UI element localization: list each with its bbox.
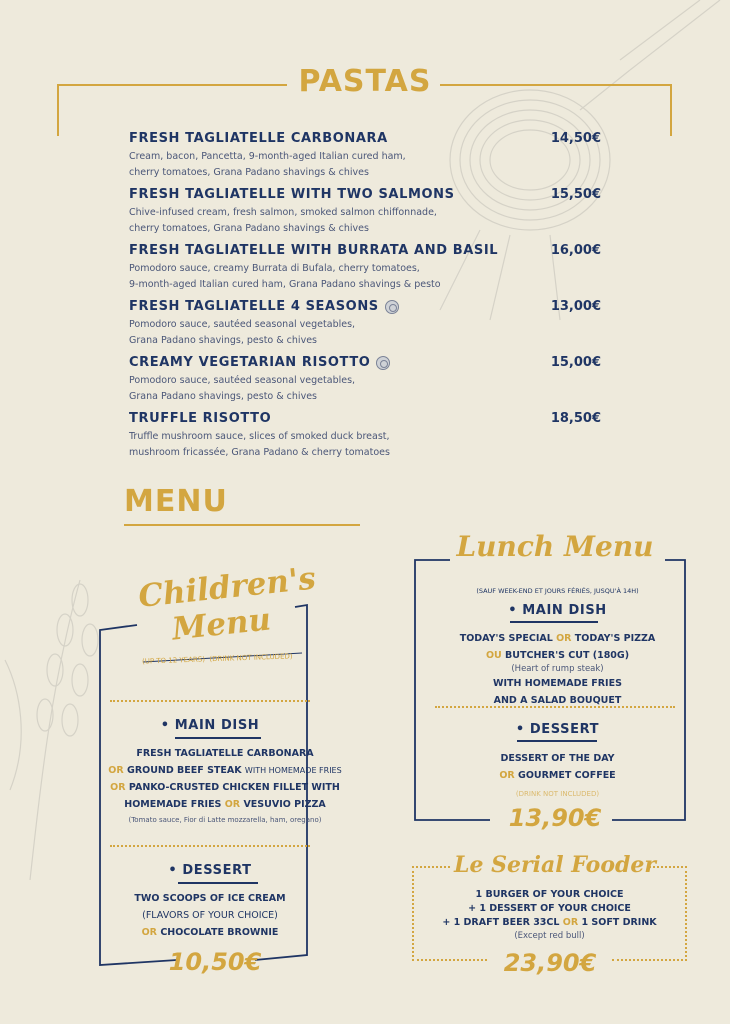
dessert-line	[95, 924, 325, 941]
main-text: HOMEMADE FRIES	[124, 799, 222, 810]
dessert-line: (FLAVORS OF YOUR CHOICE)	[142, 910, 278, 921]
or-text: OR	[556, 633, 572, 644]
menu-item	[129, 187, 609, 237]
heading-underline	[510, 621, 598, 623]
dish-name-text: CREAMY VEGETARIAN RISOTTO	[129, 355, 371, 370]
serial-fooder-price: 23,90€	[503, 949, 597, 977]
frame-bottom-right	[612, 959, 687, 961]
dish-desc-line: Grana Padano shavings, pesto & chives	[129, 335, 317, 346]
menu-title-underline	[124, 524, 360, 526]
dessert-heading: • DESSERT	[168, 863, 252, 878]
dish-desc-line: Grana Padano shavings, pesto & chives	[129, 391, 317, 402]
or-text: OR	[108, 765, 124, 776]
serial-text: + 1 DRAFT BEER 33CL	[442, 917, 560, 928]
main-line	[95, 779, 355, 796]
or-text: OU	[485, 650, 502, 661]
childrens-menu-price: 10,50€	[168, 948, 262, 976]
dish-desc-line: Pomodoro sauce, sautéed seasonal vegetables,	[129, 375, 356, 386]
main-text: PANKO-CRUSTED CHICKEN FILLET WITH	[128, 782, 340, 793]
lunch-text: GOURMET COFFEE	[518, 770, 616, 781]
pastas-title: PASTAS	[298, 64, 432, 99]
lunch-menu-title: Lunch Menu	[456, 530, 654, 563]
lunch-text: TODAY'S SPECIAL	[459, 633, 553, 644]
dish-price: 15,50€	[550, 187, 601, 202]
main-line	[95, 796, 355, 813]
dish-name: FRESH TAGLIATELLE CARBONARA	[129, 131, 388, 146]
divider	[435, 706, 675, 708]
menu-item	[129, 411, 609, 461]
lunch-line: (Heart of rump steak)	[511, 664, 604, 674]
lunch-dessert-line: DESSERT OF THE DAY	[500, 753, 615, 764]
main-line: (Tomato sauce, Fior di Latte mozzarella, ham, oregano)	[128, 816, 322, 824]
dish-desc-line: Truffle mushroom sauce, slices of smoked duck breast,	[129, 431, 390, 442]
lunch-availability-note: (SAUF WEEK-END ET JOURS FÉRIÉS, JUSQU'À 14H)	[476, 587, 639, 595]
dessert-line: TWO SCOOPS OF ICE CREAM	[134, 893, 286, 904]
menu-item	[129, 355, 609, 405]
dish-desc-line: cherry tomatoes, Grana Padano shavings & chives	[129, 223, 369, 234]
serial-line: (Except red bull)	[514, 931, 585, 941]
dish-name: FRESH TAGLIATELLE WITH BURRATA AND BASIL	[129, 243, 499, 258]
menu-item	[129, 299, 609, 349]
serial-fooder-title: Le Serial Fooder	[454, 852, 656, 878]
dish-description	[129, 205, 459, 237]
or-text: OR	[110, 782, 126, 793]
age-limit: (UP TO 12 YEARS)	[141, 655, 206, 666]
dish-price: 18,50€	[550, 411, 601, 426]
or-text: OR	[141, 927, 157, 938]
dish-desc-line: Cream, bacon, Pancetta, 9-month-aged Italian cured ham,	[129, 151, 406, 162]
serial-line: 1 BURGER OF YOUR CHOICE	[475, 889, 624, 900]
dish-description	[129, 149, 459, 181]
dish-desc-line: Pomodoro sauce, sautéed seasonal vegetables,	[129, 319, 356, 330]
lunch-dessert-heading: • DESSERT	[515, 722, 600, 737]
heading-underline	[178, 882, 258, 884]
frame-top-left	[412, 866, 450, 868]
lunch-line: WITH HOMEMADE FRIES	[493, 678, 622, 689]
dish-description	[129, 429, 459, 461]
lunch-main-dish-heading: • MAIN DISH	[508, 603, 607, 618]
serial-line: + 1 DESSERT OF YOUR CHOICE	[468, 903, 631, 914]
dish-desc-line: 9-month-aged Italian cured ham, Grana Padano shavings & pesto	[129, 279, 441, 290]
dessert-text: CHOCOLATE BROWNIE	[160, 927, 279, 938]
dish-price: 15,00€	[550, 355, 601, 370]
menu-item	[129, 243, 609, 293]
dish-name: FRESH TAGLIATELLE WITH TWO SALMONS	[129, 187, 455, 202]
heading-underline	[175, 737, 261, 739]
dish-desc-line: mushroom fricassée, Grana Padano & cherry tomatoes	[129, 447, 390, 458]
frame-bottom-left	[412, 959, 487, 961]
lunch-drink-note: (DRINK NOT INCLUDED)	[515, 790, 600, 798]
childrens-dessert-list	[95, 890, 325, 941]
lunch-menu-price: 13,90€	[508, 804, 602, 832]
vegetarian-icon	[385, 300, 399, 314]
menu-item	[129, 131, 609, 181]
or-text: OR	[562, 917, 579, 928]
main-line: FRESH TAGLIATELLE CARBONARA	[136, 748, 314, 759]
lunch-line	[415, 630, 700, 647]
lunch-dessert-line	[415, 767, 700, 784]
lunch-text: TODAY'S PIZZA	[574, 633, 656, 644]
dish-price: 13,00€	[550, 299, 601, 314]
vegetarian-icon	[376, 356, 390, 370]
heading-underline	[517, 740, 597, 742]
main-text: VESUVIO PIZZA	[243, 799, 326, 810]
lunch-text: BUTCHER'S CUT (180G)	[505, 650, 630, 661]
dish-desc-line: Chive-infused cream, fresh salmon, smoked salmon chiffonnade,	[129, 207, 437, 218]
dish-name	[129, 355, 609, 370]
childrens-title-line1: Children's	[136, 560, 318, 615]
main-subtext: WITH HOMEMADE FRIES	[244, 766, 342, 775]
lunch-line	[415, 647, 700, 664]
main-line	[95, 762, 355, 779]
or-text: OR	[224, 799, 241, 810]
dish-desc-line: Pomodoro sauce, creamy Burrata di Bufala, cherry tomatoes,	[129, 263, 420, 274]
dish-price: 16,00€	[550, 243, 601, 258]
divider	[110, 845, 310, 847]
serial-fooder-details	[412, 888, 687, 942]
frame-top-right	[649, 866, 687, 868]
dish-description	[129, 261, 459, 293]
dish-desc-line: cherry tomatoes, Grana Padano shavings & chives	[129, 167, 369, 178]
childrens-main-dish-list	[95, 745, 355, 827]
dish-name-text: FRESH TAGLIATELLE 4 SEASONS	[129, 299, 379, 314]
lunch-line: AND A SALAD BOUQUET	[493, 695, 622, 706]
childrens-title-line2: Menu	[170, 601, 273, 648]
dish-name: TRUFFLE RISOTTO	[129, 411, 272, 426]
lunch-main-dish-list	[415, 630, 700, 709]
main-text: GROUND BEEF STEAK	[127, 765, 242, 776]
dish-price: 14,50€	[550, 131, 601, 146]
lunch-dessert-list	[415, 750, 700, 784]
or-text: OR	[499, 770, 515, 781]
serial-line	[412, 916, 687, 930]
drink-note: (DRINK NOT INCLUDED)	[209, 652, 293, 664]
dish-description	[129, 373, 459, 405]
menu-section-title: MENU	[124, 484, 228, 519]
divider	[110, 700, 310, 702]
dish-name	[129, 299, 609, 314]
serial-text: 1 SOFT DRINK	[581, 917, 657, 928]
dish-description	[129, 317, 459, 349]
main-dish-heading: • MAIN DISH	[160, 718, 260, 733]
